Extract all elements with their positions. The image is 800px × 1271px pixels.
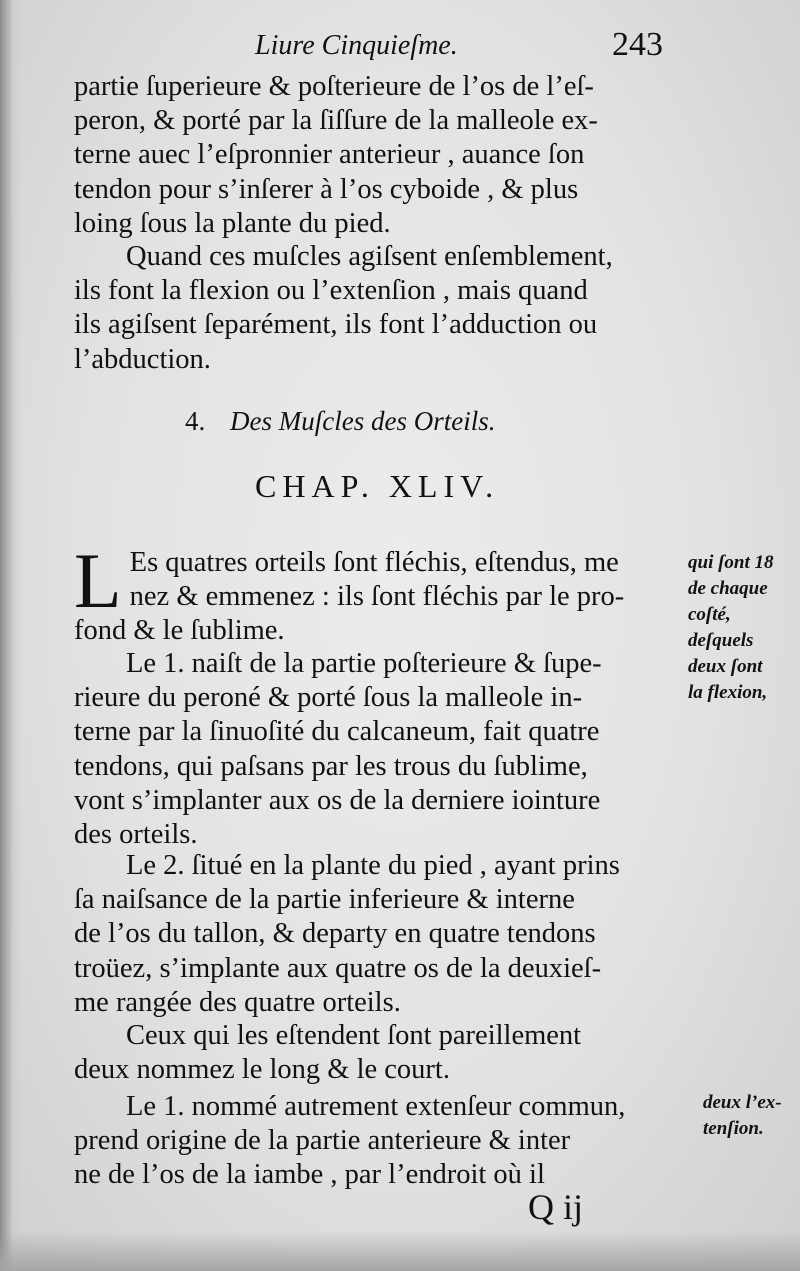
text-line: Ceux qui les eſtendent ſont pareillement [126,1020,582,1051]
text-line: ils font la flexion ou l’extenſion , mais quand [74,275,588,307]
text-line: tendons, qui paſsans par les trous du ſublime, [74,750,588,782]
gutter-shadow [0,0,22,1271]
margin-note-line: de chaque [688,578,768,599]
text-line: tendon pour s’inſerer à l’os cyboide , & plus [74,173,579,205]
margin-note-line: coſté, [688,604,731,625]
signature-mark: Q ij [528,1187,584,1227]
text-line: Quand ces muſcles agiſsent enſemblement, [126,241,613,272]
margin-note-line: tenſion. [703,1118,764,1139]
text-line: deux nommez le long & le court. [74,1054,450,1086]
margin-note-line: deux ſont [688,656,763,677]
text-line: Le 2. ſitué en la plante du pied , ayant prins [126,850,620,881]
margin-note-line: qui ſont 18 [688,552,774,573]
text-line: Le 1. nommé autrement extenſeur commun, [126,1091,626,1122]
text-line: rieure du peroné & porté ſous la malleole in- [74,682,583,714]
section-number: 4. [185,406,206,436]
text-line: ils agiſsent ſeparément, ils font l’adduction ou [74,309,598,341]
running-head: Liure Cinquieſme. [255,30,458,61]
text-line: terne auec l’eſpronnier anterieur , auance ſon [74,139,585,171]
text-line: Es quatres orteils ſont fléchis, eſtendus, me [129,547,619,578]
margin-note-line: deux l’ex- [703,1092,782,1113]
paragraph-continuation [74,70,686,241]
text-line: Le 1. naiſt de la partie poſterieure & ſupe- [126,648,602,679]
text-line: partie ſuperieure & poſterieure de l’os de l’eſ- [74,71,594,102]
text-line: terne par la ſinuoſité du calcaneum, fait quatre [74,716,600,748]
page-number: 243 [612,26,663,63]
paragraph-opening [74,537,686,649]
section-heading [185,406,495,437]
text-line: fond & le ſublime. [74,615,285,647]
text-line: prend origine de la partie anterieure & inter [74,1125,571,1157]
text-line: de l’os du tallon, & departy en quatre tendons [74,918,596,950]
paragraph-flexor-2 [74,849,686,1020]
text-line: me rangée des quatre orteils. [74,986,401,1018]
margin-note-flexion [688,550,798,706]
paragraph-flexor-1 [74,647,686,852]
bottom-shadow [0,1231,800,1271]
text-line: troüez, s’implante aux quatre os de la deuxieſ- [74,952,602,984]
section-title: Des Muſcles des Orteils. [230,406,496,436]
text-line: ſa naiſsance de la partie inferieure & interne [74,884,575,916]
chapter-heading: CHAP. XLIV. [255,468,500,504]
text-line: vont s’implanter aux os de la derniere iointure [74,784,601,816]
drop-cap: L [74,537,122,624]
text-line: ne de l’os de la iambe , par l’endroit où il [74,1159,545,1191]
text-line: peron, & porté par la ſiſſure de la malleole ex- [74,105,598,137]
paragraph-extensor-1 [74,1090,686,1193]
paragraph-quand [74,240,686,377]
text-line: loing ſous la plante du pied. [74,207,391,239]
margin-note-extension [703,1090,800,1142]
text-line: des orteils. [74,819,198,851]
paragraph-extensors [74,1019,686,1087]
margin-note-line: deſquels [688,630,754,651]
margin-note-line: la flexion, [688,682,768,703]
text-line: nez & emmenez : ils ſont fléchis par le pro- [129,581,625,613]
text-line: l’abduction. [74,343,211,375]
